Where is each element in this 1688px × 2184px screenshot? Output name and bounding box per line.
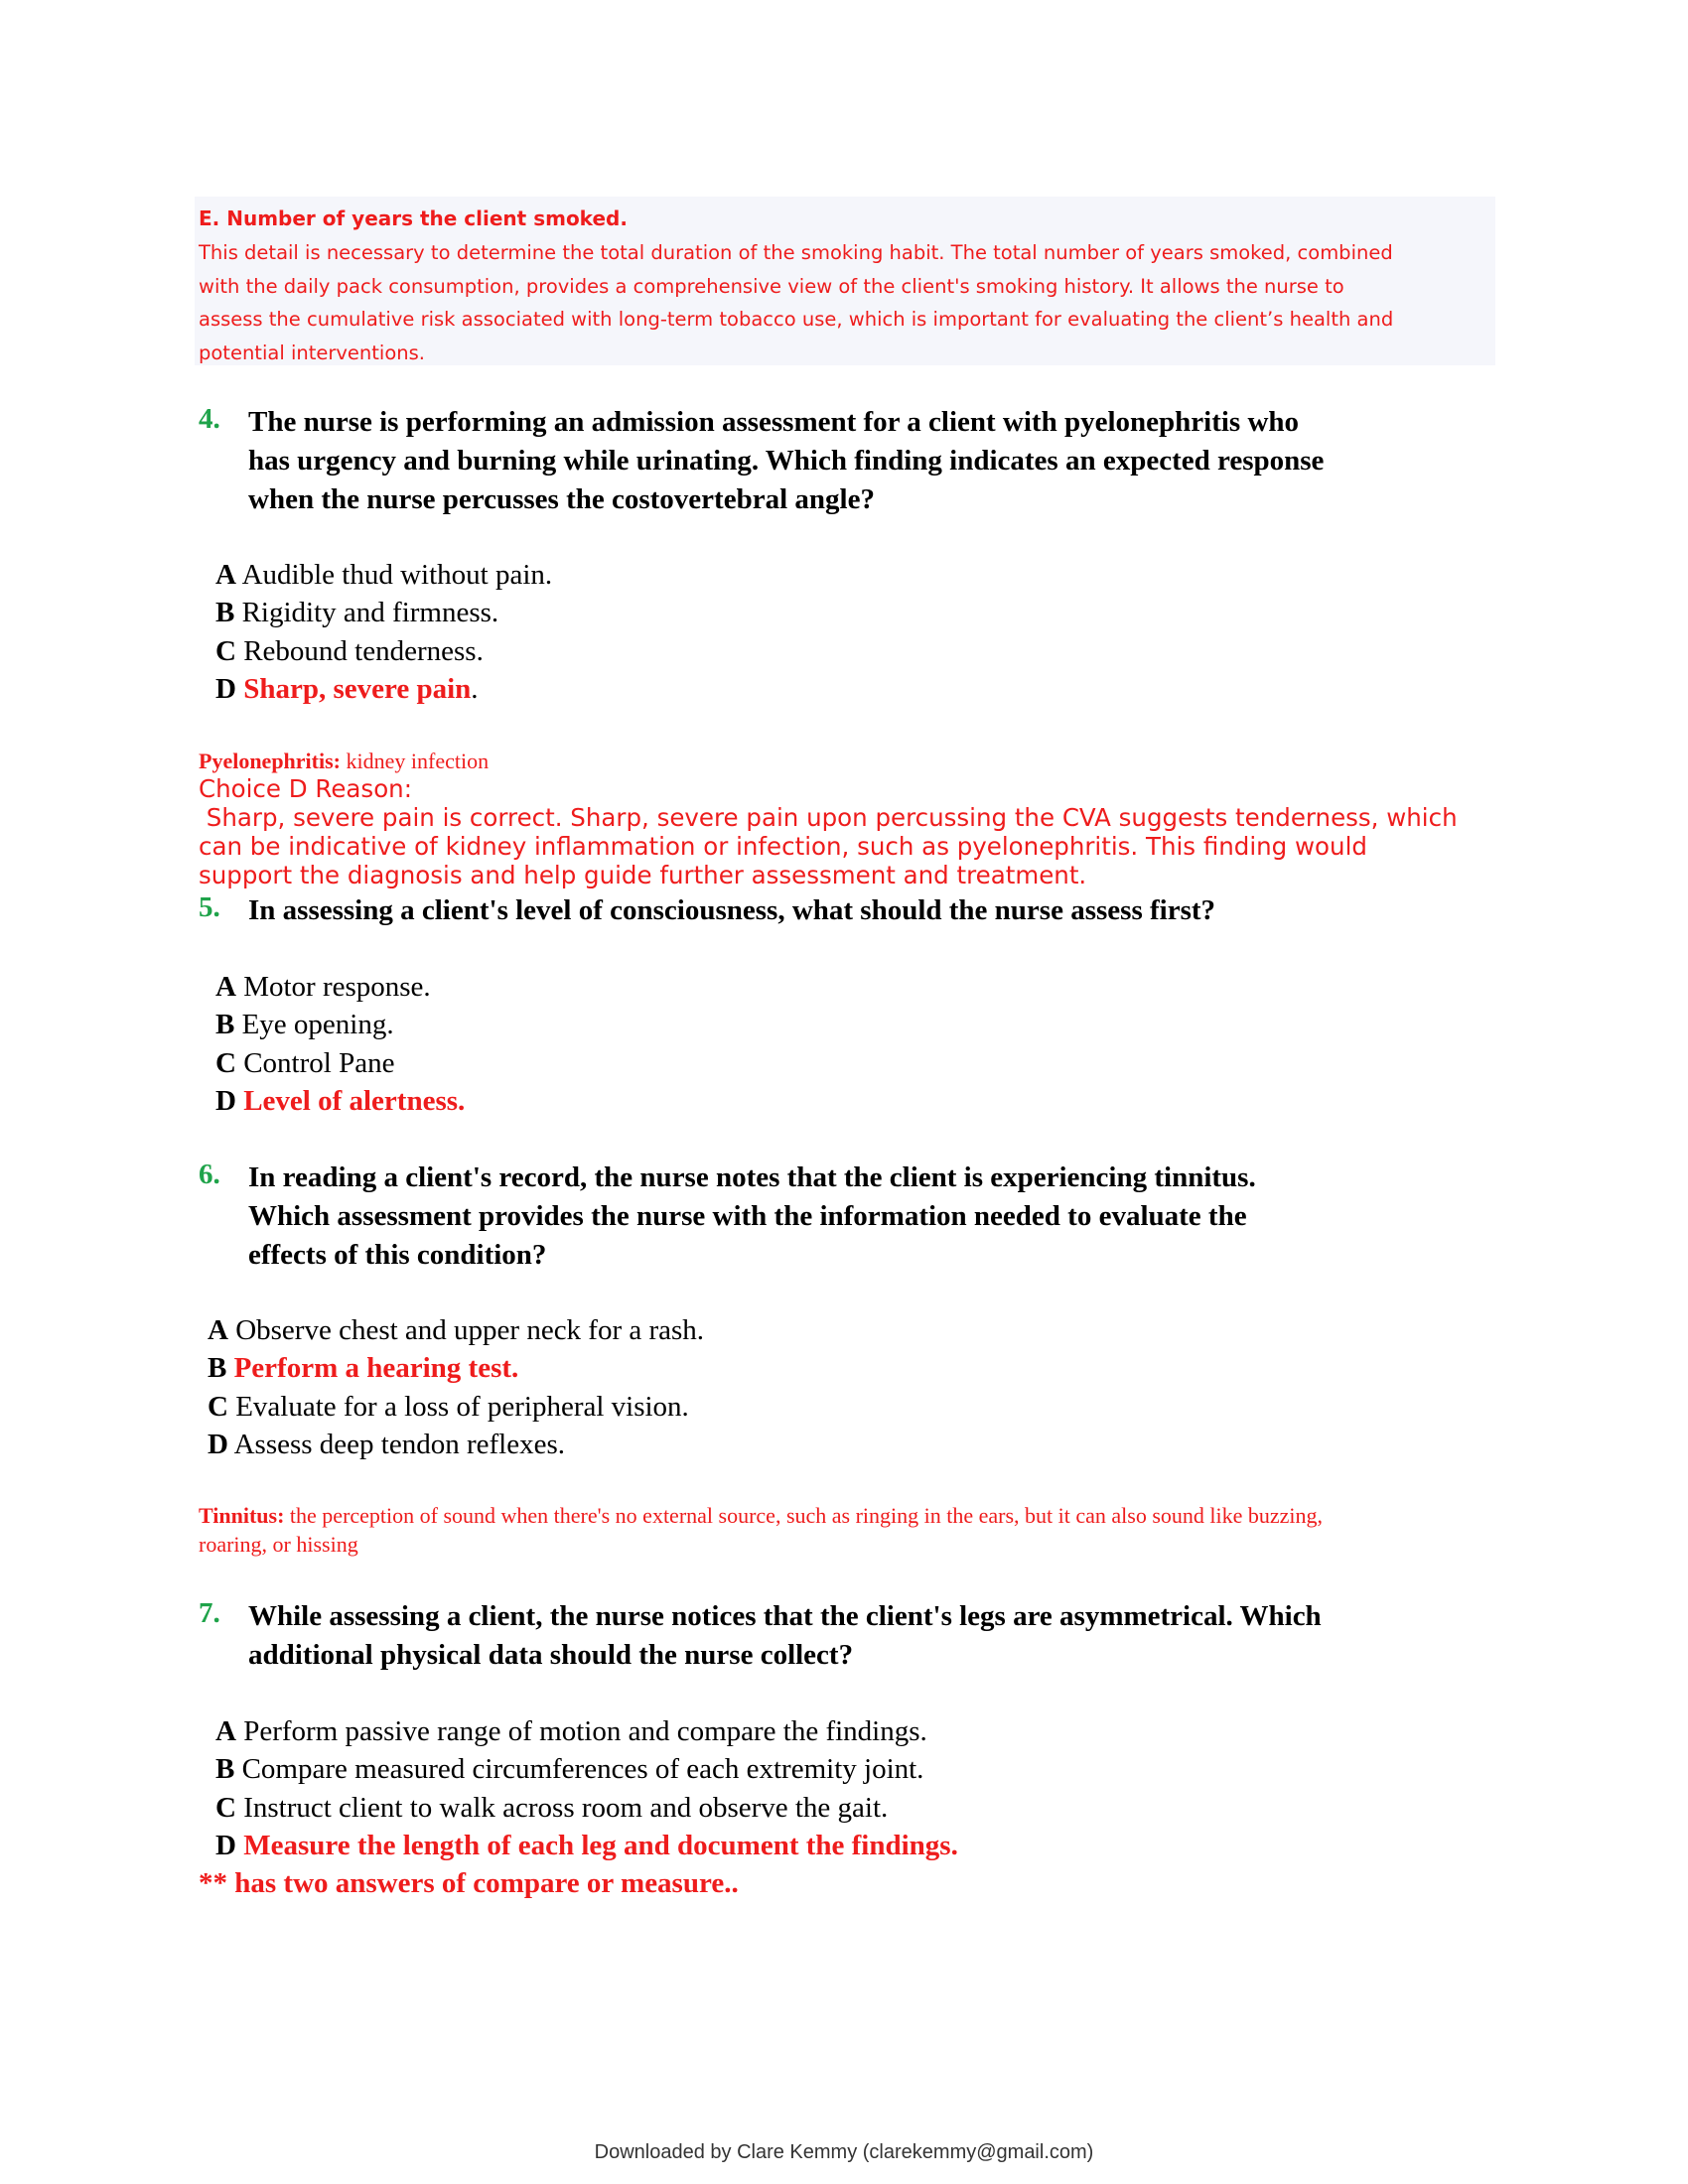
choice-d-reason-text [199,803,1509,889]
q6-option-a: A Observe chest and upper neck for a rash. [208,1314,705,1346]
question-5-text: In assessing a client's level of consciousness, what should the nurse assess first? [248,894,1216,926]
q6-option-d: D Assess deep tendon reflexes. [208,1429,566,1460]
download-footer: Downloaded by Clare Kemmy (clarekemmy@gmail.com) [594,2141,1094,2163]
q4-option-a: A Audible thud without pain. [215,559,553,591]
question-line: has urgency and burning while urinating. Which finding indicates an expected response [248,445,1325,477]
q5-option-c: C Control Pane [215,1047,395,1079]
q4-option-b: B Rigidity and firmness. [215,597,499,628]
explanation-line: potential interventions. [199,341,425,364]
explanation-line: with the daily pack consumption, provides a comprehensive view of the client's smoking history. It allows the nurse to [199,274,1344,298]
option-e-heading: E. Number of years the client smoked. [199,206,628,230]
q7-answer-note: ** has two answers of compare or measure.. [199,1867,739,1899]
question-6-text [248,1159,1539,1275]
q7-option-d-correct: D Measure the length of each leg and document the findings. [215,1830,958,1861]
reason-line: Sharp, severe pain is correct. Sharp, severe pain upon percussing the CVA suggests tenderness, which [199,803,1458,832]
question-line: when the nurse percusses the costovertebral angle? [248,483,875,515]
explanation-line: This detail is necessary to determine the total duration of the smoking habit. The total number of years smoked, combined [199,241,1393,264]
question-line: In reading a client's record, the nurse notes that the client is experiencing tinnitus. [248,1161,1256,1193]
question-line: While assessing a client, the nurse notices that the client's legs are asymmetrical. Which [248,1600,1322,1632]
question-5-number: 5. [199,891,220,923]
question-4-text [248,403,1539,519]
reason-line: can be indicative of kidney inflammation or infection, such as pyelonephritis. This finding would [199,832,1367,861]
q5-option-b: B Eye opening. [215,1009,394,1040]
q7-option-a: A Perform passive range of motion and compare the findings. [215,1715,927,1747]
q7-option-b: B Compare measured circumferences of each extremity joint. [215,1753,924,1785]
reason-line: support the diagnosis and help guide further assessment and treatment. [199,861,1087,889]
pyelonephritis-definition: Pyelonephritis: kidney infection [199,749,490,773]
question-line: additional physical data should the nurse collect? [248,1639,854,1671]
question-line: Which assessment provides the nurse with the information needed to evaluate the [248,1200,1247,1232]
q4-option-c: C Rebound tenderness. [215,635,484,667]
question-line: The nurse is performing an admission assessment for a client with pyelonephritis who [248,406,1300,438]
question-6-number: 6. [199,1159,220,1190]
q4-option-d-correct: D Sharp, severe pain. [215,673,479,705]
choice-d-reason-title: Choice D Reason: [199,774,412,803]
q6-option-b-correct: B Perform a hearing test. [208,1352,519,1384]
q7-option-c: C Instruct client to walk across room and observe the gait. [215,1792,889,1824]
question-7-number: 7. [199,1597,220,1629]
option-e-explanation [199,236,1489,369]
tinnitus-definition: Tinnitus: the perception of sound when there's no external source, such as ringing in the ears, but it can also sound like buzzing, roaring, or hissing [199,1503,1324,1557]
explanation-line: assess the cumulative risk associated with long-term tobacco use, which is important for evaluating the client’s health and [199,308,1394,331]
q5-option-d-correct: D Level of alertness. [215,1085,466,1117]
question-line: effects of this condition? [248,1239,547,1271]
question-4-number: 4. [199,403,220,435]
q6-option-c: C Evaluate for a loss of peripheral vision. [208,1391,689,1423]
question-7-text [248,1597,1539,1675]
q5-option-a: A Motor response. [215,971,431,1003]
